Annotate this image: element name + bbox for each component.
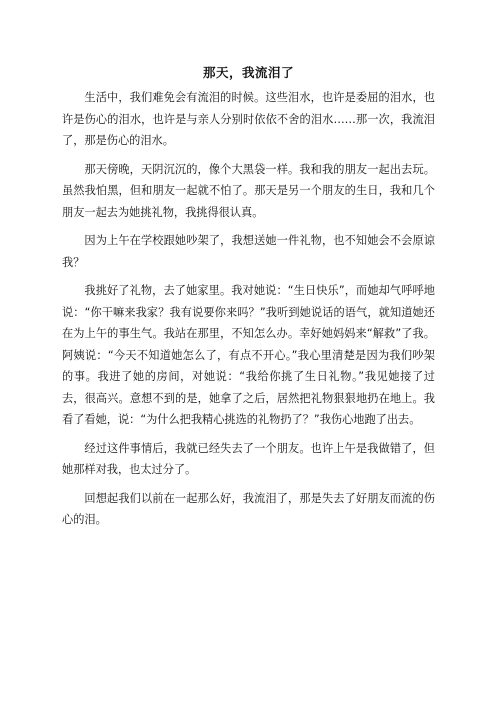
paragraph-1: 生活中，我们难免会有流泪的时候。这些泪水，也许是委屈的泪水，也许是伤心的泪水，也许是与亲人分别时依依不舍的泪水……那一次，我流泪了，那是伤心的泪水。 xyxy=(62,91,435,147)
paragraph-3: 因为上午在学校跟她吵架了，我想送她一件礼物，也不知她会不会原谅我？ xyxy=(62,234,435,269)
paragraph-5: 经过这件事情后，我就已经失去了一个朋友。也许上午是我做错了，但她那样对我，也太过分了。 xyxy=(62,441,435,476)
paragraph-2: 那天傍晚，天阴沉沉的，像个大黑袋一样。我和我的朋友一起出去玩。虽然我怕黑，但和朋友一起就不怕了。那天是另一个朋友的生日，我和几个朋友一起去为她挑礼物，我挑得很认真。 xyxy=(62,162,435,219)
document-body xyxy=(62,63,435,538)
paragraph-4: 我挑好了礼物，去了她家里。我对她说：“生日快乐”，而她却气呼呼地说：“你干嘛来我家？我有说要你来吗？”我听到她说话的语气，就知道她还在为上午的事生气。我站在那里，不知怎么办。幸好她妈妈来“解救”了我。阿姨说：“今天不知道她怎么了，有点不开心。”我心里清楚是因为我们吵架的事。我进了她的房间，对她说：“我给你挑了生日礼物。”我见她接了过去，很高兴。意想不到的是，她拿了之后，居然把礼物狠狠地扔在地上。我看了看她，说：“为什么把我精心挑选的礼物扔了？”我伤心地跑了出去。 xyxy=(62,284,435,426)
paragraph-6: 回想起我们以前在一起那么好，我流泪了，那是失去了好朋友而流的伤心的泪。 xyxy=(62,491,435,526)
document-title: 那天，我流泪了 xyxy=(202,65,294,80)
